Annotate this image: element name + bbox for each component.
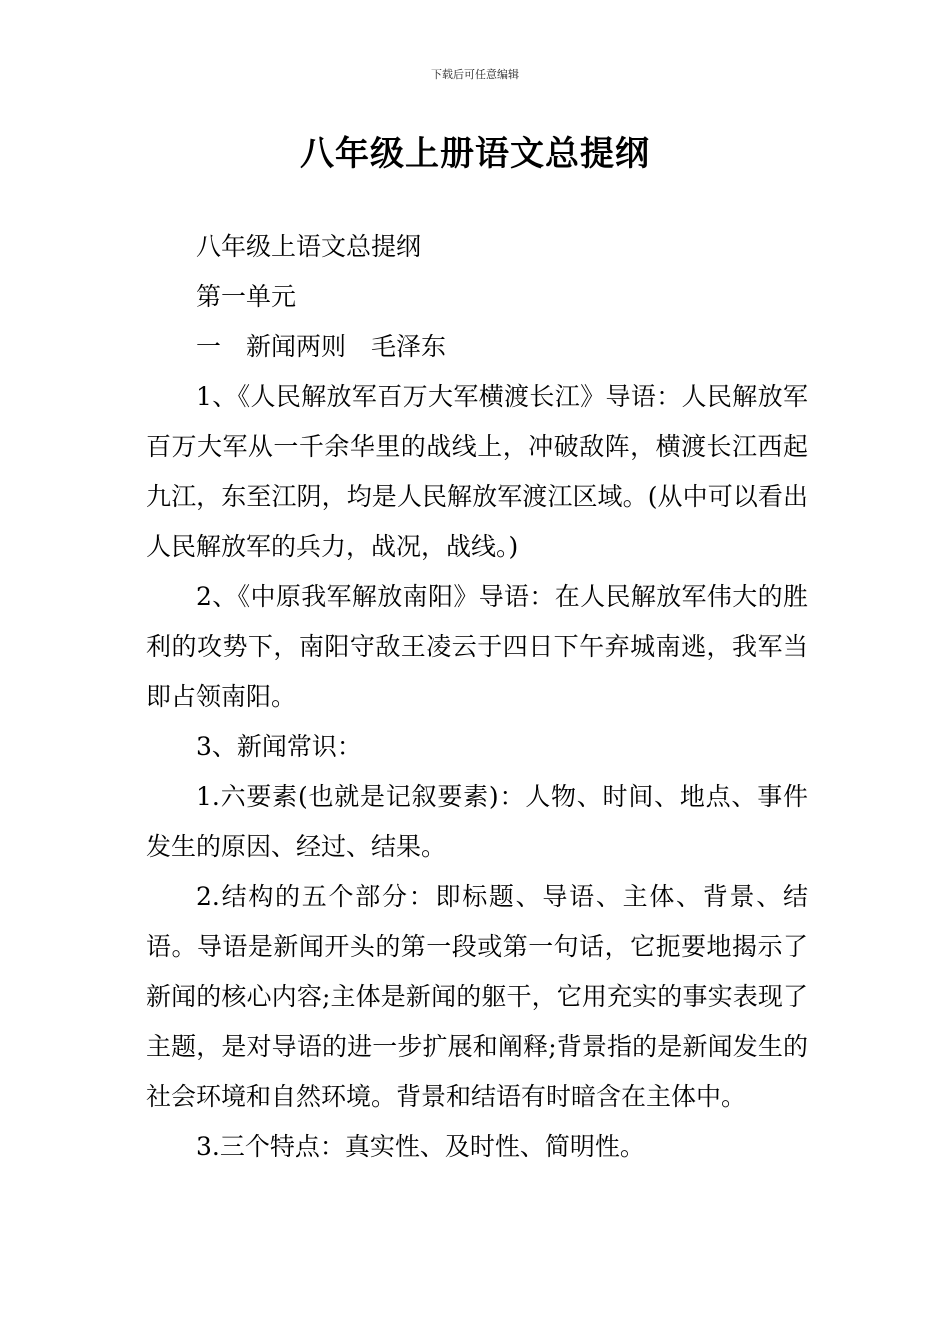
paragraph-news-1: 1、《人民解放军百万大军横渡长江》导语：人民解放军百万大军从一千余华里的战线上，冲破敌阵，横渡长江西起九江，东至江阴，均是人民解放军渡江区域。(从中可以看出人民解放军的兵力，战况，战线。) xyxy=(146,382,808,561)
paragraph-three-features: 3.三个特点：真实性、及时性、简明性。 xyxy=(196,1132,645,1161)
paragraph-six-elements: 1.六要素(也就是记叙要素)：人物、时间、地点、事件发生的原因、经过、结果。 xyxy=(146,782,808,861)
paragraph-news-knowledge: 3、新闻常识： xyxy=(196,732,362,761)
paragraph-news-2: 2、《中原我军解放南阳》导语：在人民解放军伟大的胜利的攻势下，南阳守敌王凌云于四日下午弃城南逃，我军当即占领南阳。 xyxy=(146,582,808,711)
header-note: 下载后可任意编辑 xyxy=(431,68,519,81)
paragraph-subtitle: 八年级上语文总提纲 xyxy=(196,232,422,261)
document-body xyxy=(146,222,808,1172)
document-title: 八年级上册语文总提纲 xyxy=(300,134,650,174)
paragraph-lesson-heading: 一 新闻两则 毛泽东 xyxy=(196,332,447,361)
paragraph-five-parts: 2.结构的五个部分：即标题、导语、主体、背景、结语。导语是新闻开头的第一段或第一句话，它扼要地揭示了新闻的核心内容;主体是新闻的躯干，它用充实的事实表现了主题，是对导语的进一步扩展和阐释;背景指的是新闻发生的社会环境和自然环境。背景和结语有时暗含在主体中。 xyxy=(146,882,808,1111)
paragraph-unit-heading: 第一单元 xyxy=(196,282,297,311)
